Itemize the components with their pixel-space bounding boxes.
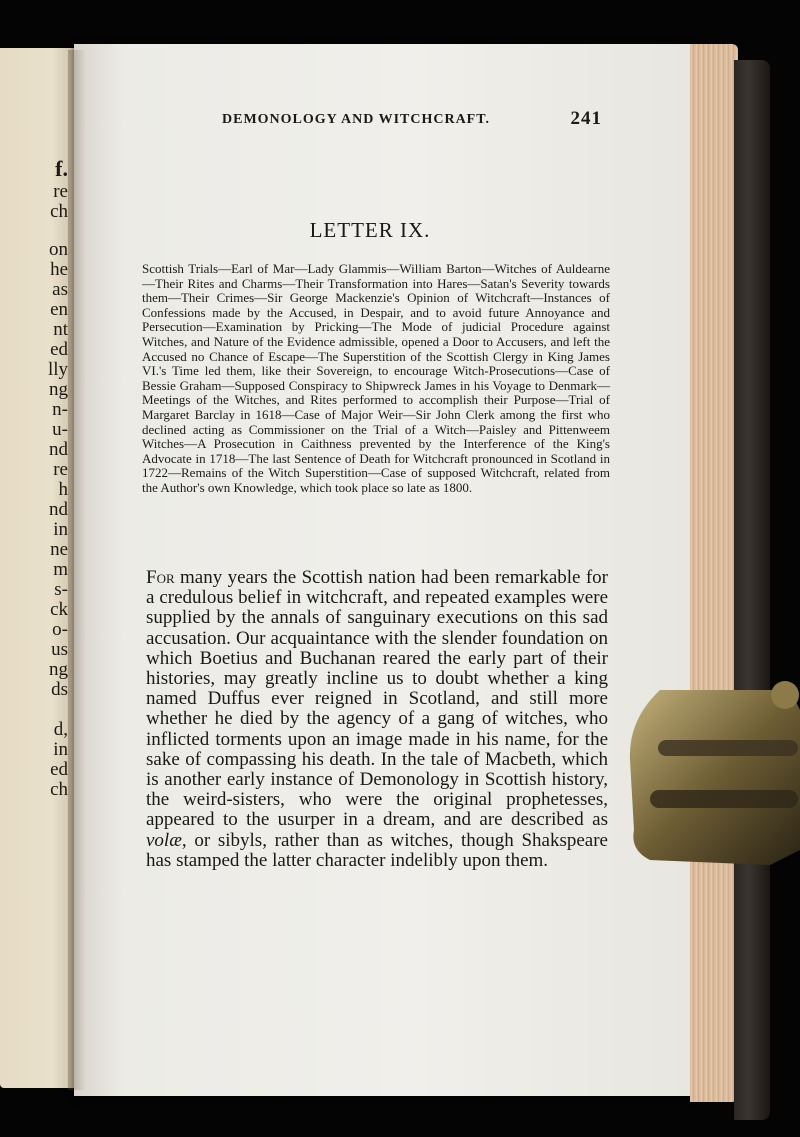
left-page-fragment: lly [47, 359, 68, 380]
running-title: DEMONOLOGY AND WITCHCRAFT. [222, 112, 491, 127]
left-page-fragment: ng [49, 379, 68, 400]
left-page-fragment: ne [50, 539, 68, 560]
left-page-fragment: m [53, 559, 68, 580]
left-page-fragment: re [53, 181, 68, 202]
book-cover-edge [734, 60, 770, 1120]
left-page-fragment: as [52, 279, 68, 300]
drop-word: For [146, 567, 175, 588]
left-page-fragment: f. [55, 156, 68, 181]
page-gutter [68, 50, 86, 1090]
left-page-fragment: ch [50, 201, 68, 222]
left-page-fragment: o- [52, 619, 68, 640]
left-page-fragment: nd [49, 439, 68, 460]
left-page-fragment: ds [51, 679, 68, 700]
left-page-fragment: h [58, 479, 68, 500]
left-page-fragment: in [53, 519, 68, 540]
left-page-fragment: ed [50, 339, 68, 360]
page-edges [690, 44, 738, 1102]
left-page-fragment: d, [53, 719, 68, 740]
left-page-fragment: nd [49, 499, 68, 520]
body-paragraph [146, 568, 608, 871]
left-page-fragment: ch [50, 779, 68, 800]
left-page-fragment: he [50, 259, 68, 280]
left-page-fragment: in [53, 739, 68, 760]
left-page-fragment: nt [53, 319, 68, 340]
left-page-fragment: us [51, 639, 68, 660]
left-page-fragment: en [50, 299, 68, 320]
page-number: 241 [570, 108, 602, 129]
body-text-part1: many years the Scottish nation had been remarkable for a credulous belief in witchcraft, and repeated examples were supplied by the annals of sanguinary executions on this sad accusation. Our acquaintance with the slender foundation on which Boetius and Buchanan reared the early part of their histories, may greatly incline us to doubt whether a king named Duffus ever reigned in Scotland, and still more whether he died by the agency of a gang of witches, who inflicted torments upon an image made in his name, for the sake of compassing his death. In the tale of Macbeth, which is another early instance of Demonology in Scottish history, the weird-sisters, who were the original prophetesses, appeared to the usurper in a dream, and are described as [146, 567, 608, 831]
left-page-fragment: on [49, 239, 68, 260]
left-page-fragment: ng [49, 659, 68, 680]
left-page-fragment: re [53, 459, 68, 480]
left-page-fragment: u- [52, 419, 68, 440]
chapter-summary: Scottish Trials—Earl of Mar—Lady Glammis—William Barton—Witches of Auldearne—Their Rites and Charms—Their Transformation into Hares—Satan's Severity towards them—Their Crimes—Sir George Mackenzie's Opinion of Witchcraft—Instances of Confessions made by the Accused, in Despair, and to avoid future Annoyance and Persecution—Examination by Pricking—The Mode of judicial Procedure against Witches, and Nature of the Evidence admissible, opened a Door to Accusers, and left the Accused no Chance of Escape—The Superstition of the Scottish Clergy in King James VI.'s Time led them, like their Sovereign, to encourage Witch-Prosecutions—Case of Bessie Graham—Supposed Conspiracy to Shipwreck James in his Voyage to Denmark—Meetings of the Witches, and Rites performed to accomplish their Purpose—Trial of Margaret Barclay in 1618—Case of Major Weir—Sir John Clerk among the first who declined acting as Commissioner on the Trial of a Witch—Paisley and Pittenweem Witches—A Prosecution in Caithness prevented by the Interference of the King's Advocate in 1718—The last Sentence of Death for Witchcraft pronounced in Scotland in 1722—Remains of the Witch Superstition—Case of supposed Witchcraft, related from the Author's own Knowledge, which took place so late as 1800. [142, 261, 610, 495]
chapter-title: LETTER IX. [309, 218, 431, 242]
left-page-fragment: s- [54, 579, 68, 600]
left-page [0, 48, 74, 1088]
left-page-fragment: ed [50, 759, 68, 780]
brass-clasp-icon [620, 680, 800, 870]
left-page-fragment: ck [50, 599, 68, 620]
left-page-fragment: n- [52, 399, 68, 420]
body-text-italic: volæ [146, 829, 182, 851]
page-header [222, 108, 602, 132]
body-text-part2: , or sibyls, rather than as witches, though Shakspeare has stamped the latter character indelibly upon them. [146, 829, 608, 871]
